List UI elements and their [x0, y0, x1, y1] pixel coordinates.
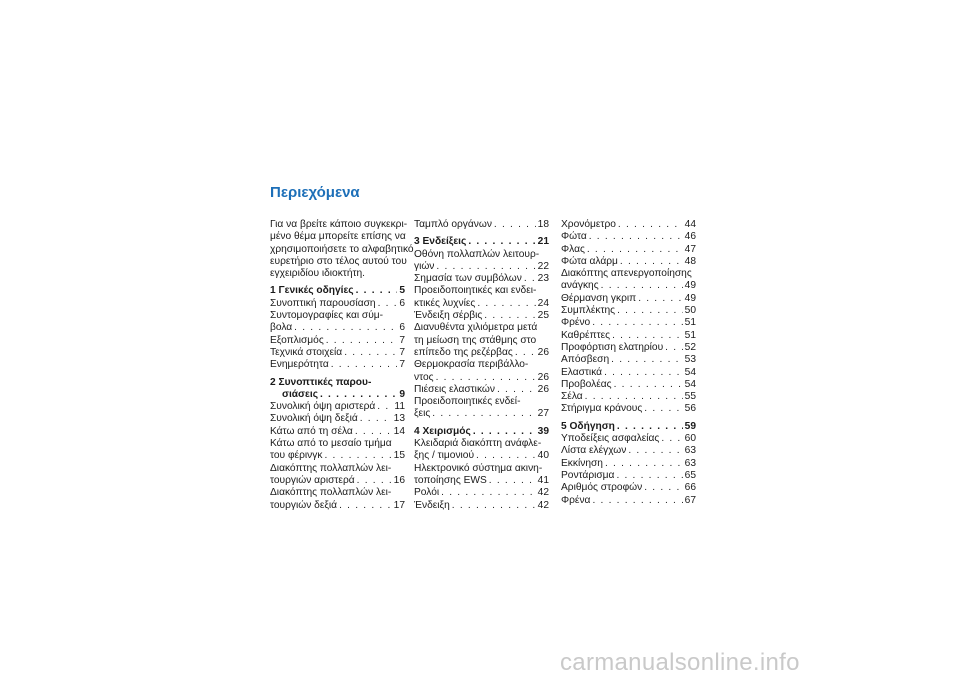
toc-entry[interactable]: [561, 268, 696, 293]
dot-leader: [324, 450, 391, 462]
dot-leader: [326, 335, 398, 347]
toc-entry-text: Λίστα ελέγχων: [561, 445, 627, 457]
toc-entry-text: Απόσβεση: [561, 354, 610, 366]
dot-leader: [620, 256, 683, 268]
toc-chapter-entry[interactable]: [270, 377, 405, 402]
toc-entry-text: Καθρέπτες: [561, 329, 611, 341]
toc-entry-text: τοποίησης EWS: [414, 474, 487, 486]
toc-column-3: [561, 219, 696, 507]
dot-leader: [524, 273, 536, 285]
toc-entry-text: σιάσεις: [282, 388, 318, 400]
toc-entry-text: Σέλα: [561, 391, 583, 403]
dot-leader: [378, 298, 398, 310]
dot-leader: [473, 426, 536, 438]
toc-page-number: 7: [399, 334, 405, 346]
toc-entry[interactable]: [270, 426, 405, 438]
toc-chapter-entry[interactable]: [414, 236, 549, 248]
toc-entry-text: Ένδειξη: [414, 499, 450, 511]
toc-entry-text: Ελαστικά: [561, 366, 603, 378]
dot-leader: [441, 487, 536, 499]
toc-entry[interactable]: [414, 310, 549, 322]
dot-leader: [432, 408, 535, 420]
toc-page-number: 54: [684, 378, 696, 390]
toc-entry-text: γιών: [414, 260, 435, 272]
toc-entry[interactable]: [561, 458, 696, 470]
toc-entry-text: βολα: [270, 322, 293, 334]
dot-leader: [294, 322, 397, 334]
intro-line: χρησιμοποιήσετε το αλφαβητικό: [270, 243, 414, 255]
toc-entry-text: Προειδοποιητικές και ενδει-: [414, 285, 537, 297]
dot-leader: [377, 401, 392, 413]
toc-entry-text: Τεχνικά στοιχεία: [270, 346, 343, 358]
toc-entry[interactable]: [414, 396, 549, 421]
toc-page-number: 24: [537, 297, 549, 309]
toc-entry-text: ξεις: [414, 408, 431, 420]
toc-entry[interactable]: [414, 463, 549, 488]
toc-page-number: 48: [684, 255, 696, 267]
toc-entry[interactable]: [270, 463, 405, 488]
toc-page-number: 22: [537, 260, 549, 272]
toc-page-number: 27: [537, 408, 549, 420]
dot-leader: [477, 298, 535, 310]
dot-leader: [357, 475, 392, 487]
toc-page-number: 11: [394, 401, 405, 413]
toc-entry-text: Κάτω από τη σέλα: [270, 425, 353, 437]
toc-page-number: 67: [684, 494, 696, 506]
toc-page-number: 16: [393, 474, 405, 486]
toc-entry-text: Κλειδαριά διακόπτη ανάφλε-: [414, 438, 542, 450]
toc-column-1: [270, 219, 414, 512]
toc-entry[interactable]: [561, 354, 696, 366]
toc-entry-text: Φλας: [561, 243, 585, 255]
intro-line: εγχειριδίου ιδιοκτήτη.: [270, 268, 366, 280]
toc-entry[interactable]: [270, 310, 405, 335]
toc-page-number: 26: [537, 371, 549, 383]
dot-leader: [515, 347, 536, 359]
toc-entry-text: Ηλεκτρονικό σύστημα ακινη-: [414, 462, 543, 474]
intro-line: μένο θέμα μπορείτε επίσης να: [270, 231, 406, 243]
toc-entry-text: του φέρινγκ: [270, 450, 323, 462]
dot-leader: [618, 219, 683, 231]
toc-entry[interactable]: [561, 367, 696, 379]
toc-page-number: 59: [684, 420, 696, 432]
intro-line: Για να βρείτε κάποιο συγκεκρι-: [270, 219, 408, 230]
toc-entry[interactable]: [561, 231, 696, 243]
toc-entry[interactable]: [414, 487, 549, 499]
toc-entry-text: Ένδειξη σέρβις: [414, 310, 483, 322]
toc-entry-text: Χρονόμετρο: [561, 219, 616, 230]
toc-entry[interactable]: [561, 482, 696, 494]
dot-leader: [616, 470, 682, 482]
dot-leader: [339, 500, 392, 512]
toc-entry-text: Υποδείξεις ασφαλείας: [561, 433, 660, 445]
toc-page-number: 63: [684, 457, 696, 469]
dot-leader: [614, 379, 683, 391]
toc-page-number: 25: [537, 310, 549, 322]
dot-leader: [585, 391, 683, 403]
toc-page-number: 51: [684, 317, 696, 329]
toc-entry[interactable]: [561, 391, 696, 403]
toc-entry-text: Θερμοκρασία περιβάλλο-: [414, 359, 529, 371]
toc-entry[interactable]: [561, 403, 696, 415]
toc-entry[interactable]: [414, 285, 549, 310]
toc-entry-text: Φώτα: [561, 231, 587, 243]
toc-page-number: 65: [684, 469, 696, 481]
toc-page-number: 13: [393, 413, 405, 425]
dot-leader: [592, 495, 682, 507]
toc-page-number: 63: [684, 445, 696, 457]
toc-chapter-entry[interactable]: [414, 426, 549, 438]
dot-leader: [587, 244, 683, 256]
toc-entry-text: 4 Χειρισμός: [414, 425, 471, 437]
dot-leader: [628, 445, 682, 457]
toc-entry[interactable]: [561, 495, 696, 507]
dot-leader: [612, 330, 683, 342]
toc-entry[interactable]: [270, 487, 405, 512]
toc-entry-text: Προειδοποιητικές ενδεί-: [414, 396, 521, 408]
toc-page-number: 66: [684, 482, 696, 494]
toc-entry[interactable]: [561, 433, 696, 445]
dot-leader: [452, 500, 536, 512]
toc-page-number: 44: [684, 219, 696, 230]
dot-leader: [436, 261, 535, 273]
toc-entry-text: Φρένα: [561, 494, 591, 506]
toc-entry-text: Διακόπτης πολλαπλών λει-: [270, 462, 392, 474]
toc-entry[interactable]: [270, 438, 405, 463]
dot-leader: [604, 367, 683, 379]
dot-leader: [665, 342, 682, 354]
toc-entry[interactable]: [414, 500, 549, 512]
toc-page-number: 56: [684, 403, 696, 415]
toc-entry-text: Συνολική όψη δεξιά: [270, 413, 358, 425]
toc-entry[interactable]: [414, 249, 549, 274]
toc-entry[interactable]: [270, 298, 405, 310]
toc-page-number: 60: [684, 433, 696, 445]
toc-entry-text: Εξοπλισμός: [270, 334, 324, 346]
dot-leader: [661, 433, 682, 445]
toc-entry-text: ανάγκης: [561, 280, 599, 292]
toc-entry[interactable]: [561, 379, 696, 391]
toc-page-number: 18: [537, 219, 549, 230]
toc-entry-text: Προβολέας: [561, 378, 612, 390]
toc-page-number: 17: [393, 499, 405, 511]
toc-entry[interactable]: [561, 330, 696, 342]
toc-entry[interactable]: [561, 470, 696, 482]
dot-leader: [592, 317, 682, 329]
toc-page-number: 49: [684, 292, 696, 304]
toc-entry-text: Ταμπλό οργάνων: [414, 219, 492, 230]
toc-page-number: 41: [537, 474, 549, 486]
toc-page-number: 40: [537, 450, 549, 462]
toc-page-number: 47: [684, 243, 696, 255]
dot-leader: [601, 280, 683, 292]
toc-entry-text: Θέρμανση γκριπ: [561, 292, 637, 304]
toc-entry[interactable]: [414, 273, 549, 285]
toc-entry-text: 5 Οδήγηση: [561, 420, 615, 432]
toc-entry[interactable]: [414, 322, 549, 359]
toc-entry-text: Σημασία των συμβόλων: [414, 273, 522, 285]
toc-page-number: 50: [684, 305, 696, 317]
toc-entry[interactable]: [561, 342, 696, 354]
toc-entry-text: 2 Συνοπτικές παρου-: [270, 376, 372, 388]
dot-leader: [644, 403, 682, 415]
toc-entry-text: ξης / τιμονιού: [414, 450, 475, 462]
toc-entry[interactable]: [414, 359, 549, 384]
watermark-text: carmanualsonline.info: [560, 649, 800, 676]
dot-leader: [484, 310, 535, 322]
toc-page-number: 46: [684, 231, 696, 243]
toc-page-number: 9: [399, 388, 405, 400]
toc-entry-text: Φώτα αλάρμ: [561, 255, 618, 267]
toc-chapter-entry[interactable]: [270, 285, 405, 297]
toc-entry-text: τουργιών δεξιά: [270, 499, 338, 511]
toc-entry-text: Ρολόι: [414, 487, 440, 499]
toc-entry-text: Συντομογραφίες και σύμ-: [270, 310, 384, 322]
toc-entry-text: Κάτω από το μεσαίο τμήμα: [270, 438, 392, 450]
intro-text: [270, 219, 414, 280]
toc-entry[interactable]: [561, 317, 696, 329]
toc-page-number: 42: [537, 499, 549, 511]
toc-page-number: 7: [399, 359, 405, 371]
toc-entry[interactable]: [414, 438, 549, 463]
toc-entry[interactable]: [561, 445, 696, 457]
toc-page-number: 51: [684, 329, 696, 341]
toc-entry[interactable]: [270, 335, 405, 347]
toc-entry-text: Διανυθέντα χιλιόμετρα μετά: [414, 322, 538, 334]
dot-leader: [360, 413, 392, 425]
toc-page-number: 5: [399, 285, 405, 297]
toc-entry-text: κτικές λυχνίες: [414, 297, 476, 309]
toc-entry[interactable]: [270, 347, 405, 359]
toc-page-number: 21: [537, 236, 549, 248]
dot-leader: [436, 372, 536, 384]
dot-leader: [494, 219, 536, 231]
toc-entry-text: επίπεδο της ρεζέρβας: [414, 346, 513, 358]
dot-leader: [356, 285, 398, 297]
toc-page-number: 7: [399, 346, 405, 358]
toc-entry-text: 3 Ενδείξεις: [414, 236, 467, 248]
toc-page-number: 42: [537, 487, 549, 499]
toc-entry[interactable]: [561, 256, 696, 268]
toc-entry-text: ντος: [414, 371, 434, 383]
toc-page-number: 6: [399, 297, 405, 309]
toc-chapter-entry[interactable]: [561, 421, 696, 433]
dot-leader: [320, 389, 397, 401]
toc-entry-text: Εκκίνηση: [561, 457, 603, 469]
toc-entry[interactable]: [561, 293, 696, 305]
toc-entry-text: τη μείωση της στάθμης στο: [414, 334, 537, 346]
toc-entry[interactable]: [561, 244, 696, 256]
toc-entry-text: Ενημερότητα: [270, 359, 329, 371]
toc-entry-text: Φρένο: [561, 317, 591, 329]
toc-entry-text: Αριθμός στροφών: [561, 482, 643, 494]
dot-leader: [617, 305, 683, 317]
toc-entry-text: Οθόνη πολλαπλών λειτουρ-: [414, 248, 540, 260]
toc-entry[interactable]: [270, 401, 405, 413]
dot-leader: [489, 475, 536, 487]
toc-page-number: 14: [393, 425, 405, 437]
intro-line: ευρετήριο στο τέλος αυτού του: [270, 255, 407, 267]
toc-entry-text: Προφόρτιση ελατηρίου: [561, 341, 664, 353]
dot-leader: [331, 359, 398, 371]
toc-page-number: 39: [537, 425, 549, 437]
toc-page-number: 53: [684, 354, 696, 366]
toc-page-number: 55: [684, 391, 696, 403]
toc-entry[interactable]: [414, 384, 549, 396]
toc-entry-text: Συμπλέκτης: [561, 305, 616, 317]
toc-entry[interactable]: [561, 305, 696, 317]
toc-entry[interactable]: [270, 413, 405, 425]
toc-entry-text: Συνοπτική παρουσίαση: [270, 297, 376, 309]
toc-page-number: 49: [684, 280, 696, 292]
toc-column-2: [414, 219, 549, 512]
dot-leader: [617, 421, 683, 433]
toc-entry-text: Ροντάρισμα: [561, 469, 615, 481]
toc-entry-text: 1 Γενικές οδηγίες: [270, 285, 354, 297]
toc-entry-text: Διακόπτης πολλαπλών λει-: [270, 487, 392, 499]
toc-entry[interactable]: [561, 219, 696, 231]
toc-page-number: 15: [393, 450, 405, 462]
dot-leader: [468, 236, 535, 248]
toc-entry-text: Πιέσεις ελαστικών: [414, 383, 495, 395]
toc-entry-text: Στήριγμα κράνους: [561, 403, 643, 415]
dot-leader: [476, 450, 536, 462]
dot-leader: [497, 384, 536, 396]
dot-leader: [638, 293, 682, 305]
dot-leader: [611, 354, 683, 366]
dot-leader: [355, 426, 392, 438]
toc-entry[interactable]: [270, 359, 405, 371]
toc-entry-text: Διακόπτης απενεργοποίησης: [561, 268, 692, 280]
toc-entry[interactable]: [414, 219, 549, 231]
toc-entry-text: Συνολική όψη αριστερά: [270, 401, 376, 413]
dot-leader: [644, 482, 682, 494]
dot-leader: [605, 458, 683, 470]
dot-leader: [344, 347, 397, 359]
page-title: Περιεχόμενα: [270, 184, 360, 201]
toc-page-number: 52: [684, 341, 696, 353]
toc-page-number: 26: [537, 346, 549, 358]
toc-page-number: 6: [399, 322, 405, 334]
toc-page-number: 54: [684, 366, 696, 378]
dot-leader: [589, 231, 683, 243]
toc-page-number: 26: [537, 383, 549, 395]
toc-entry-text: τουργιών αριστερά: [270, 474, 355, 486]
toc-page-number: 23: [537, 273, 549, 285]
